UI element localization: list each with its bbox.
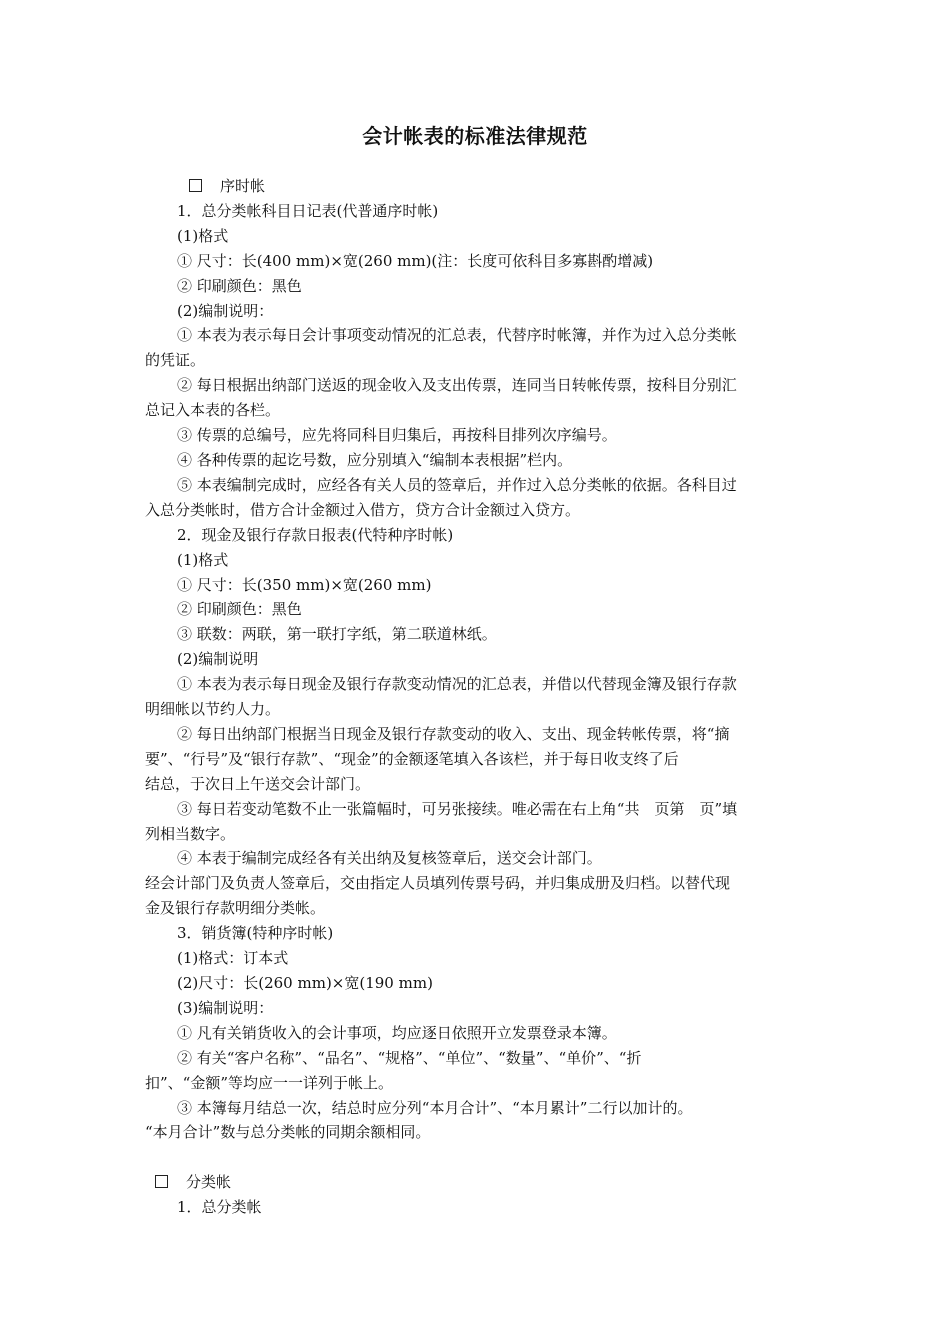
item-heading: 3．销货簿(特种序时帐) xyxy=(177,924,334,943)
paragraph-line: 列相当数字。 xyxy=(145,824,236,843)
document-body xyxy=(145,174,809,1220)
paragraph-line: 总记入本表的各栏。 xyxy=(145,401,281,420)
paragraph-line: ① 尺寸：长(350 mm)×宽(260 mm) xyxy=(177,575,432,594)
paragraph-line: (2)编制说明： xyxy=(177,301,274,320)
paragraph-line: ③ 传票的总编号，应先将同科目归集后，再按科目排列次序编号。 xyxy=(177,426,617,445)
paragraph-line: (2)编制说明 xyxy=(177,650,259,669)
paragraph-line: 入总分类帐时，借方合计金额过入借方，贷方合计金额过入贷方。 xyxy=(145,500,581,519)
paragraph-line: ② 印刷颜色：黑色 xyxy=(177,276,302,295)
paragraph-line: 经会计部门及负责人签章后，交由指定人员填列传票号码，并归集成册及归档。以替代现 xyxy=(145,874,731,893)
paragraph-line: ③ 联数：两联，第一联打字纸，第二联道林纸。 xyxy=(177,625,497,644)
paragraph-line: 扣”、“金额”等均应一一详列于帐上。 xyxy=(145,1073,394,1092)
paragraph-line: (1)格式 xyxy=(177,226,229,245)
paragraph-line: ② 印刷颜色：黑色 xyxy=(177,600,302,619)
paragraph-line: ① 尺寸：长(400 mm)×宽(260 mm)(注：长度可依科目多寡斟酌增减) xyxy=(177,251,654,270)
paragraph-line: ② 有关“客户名称”、“品名”、“规格”、“单位”、“数量”、“单价”、“折 xyxy=(177,1048,642,1067)
paragraph-line: ① 凡有关销货收入的会计事项，均应逐日依照开立发票登录本簿。 xyxy=(177,1023,617,1042)
checkbox-square-icon xyxy=(155,1175,168,1188)
paragraph-line: ① 本表为表示每日现金及银行存款变动情况的汇总表，并借以代替现金簿及银行存款 xyxy=(177,675,737,694)
checkbox-square-icon xyxy=(189,179,202,192)
paragraph-line: ② 每日根据出纳部门送返的现金收入及支出传票，连同当日转帐传票，按科目分别汇 xyxy=(177,376,737,395)
paragraph-line: ④ 各种传票的起讫号数，应分别填入“编制本表根据”栏内。 xyxy=(177,450,573,469)
paragraph-line: (2)尺寸：长(260 mm)×宽(190 mm) xyxy=(177,974,433,992)
paragraph-line: (3)编制说明： xyxy=(177,998,274,1017)
document-title: 会计帐表的标准法律规范 xyxy=(362,124,588,148)
paragraph-line: 金及银行存款明细分类帐。 xyxy=(145,899,326,918)
paragraph-line: (1)格式：订本式 xyxy=(177,949,289,968)
paragraph-line: 的凭证。 xyxy=(145,351,206,370)
item-heading: 1．总分类帐 xyxy=(177,1198,262,1217)
section-heading: 分类帐 xyxy=(145,1170,809,1195)
paragraph-line: ① 本表为表示每日会计事项变动情况的汇总表，代替序时帐簿，并作为过入总分类帐 xyxy=(177,326,737,345)
paragraph-line: ⑤ 本表编制完成时，应经各有关人员的签章后，并作过入总分类帐的依据。各科目过 xyxy=(177,475,737,494)
paragraph-line: ② 每日出纳部门根据当日现金及银行存款变动的收入、支出、现金转帐传票，将“摘 xyxy=(177,724,730,743)
paragraph-line: ④ 本表于编制完成经各有关出纳及复核签章后，送交会计部门。 xyxy=(177,849,602,868)
section-heading: 序时帐 xyxy=(145,174,809,199)
item-heading: 2．现金及银行存款日报表(代特种序时帐) xyxy=(177,525,454,544)
item-heading: 1．总分类帐科目日记表(代普通序时帐) xyxy=(177,201,439,220)
paragraph-line: 结总，于次日上午送交会计部门。 xyxy=(145,774,371,793)
paragraph-line: “本月合计”数与总分类帐的同期余额相同。 xyxy=(145,1123,431,1142)
paragraph-line: 明细帐以节约人力。 xyxy=(145,700,281,719)
paragraph-line: ③ 本簿每月结总一次，结总时应分列“本月合计”、“本月累计”二行以加计的。 xyxy=(177,1098,693,1117)
spacer xyxy=(145,1145,809,1170)
paragraph-line: ③ 每日若变动笔数不止一张篇幅时，可另张接续。唯必需在右上角“共 页第 页”填 xyxy=(177,799,738,818)
paragraph-line: 要”、“行号”及“银行存款”、“现金”的金额逐笔填入各该栏，并于每日收支终了后 xyxy=(145,749,679,768)
paragraph-line: (1)格式 xyxy=(177,550,229,569)
